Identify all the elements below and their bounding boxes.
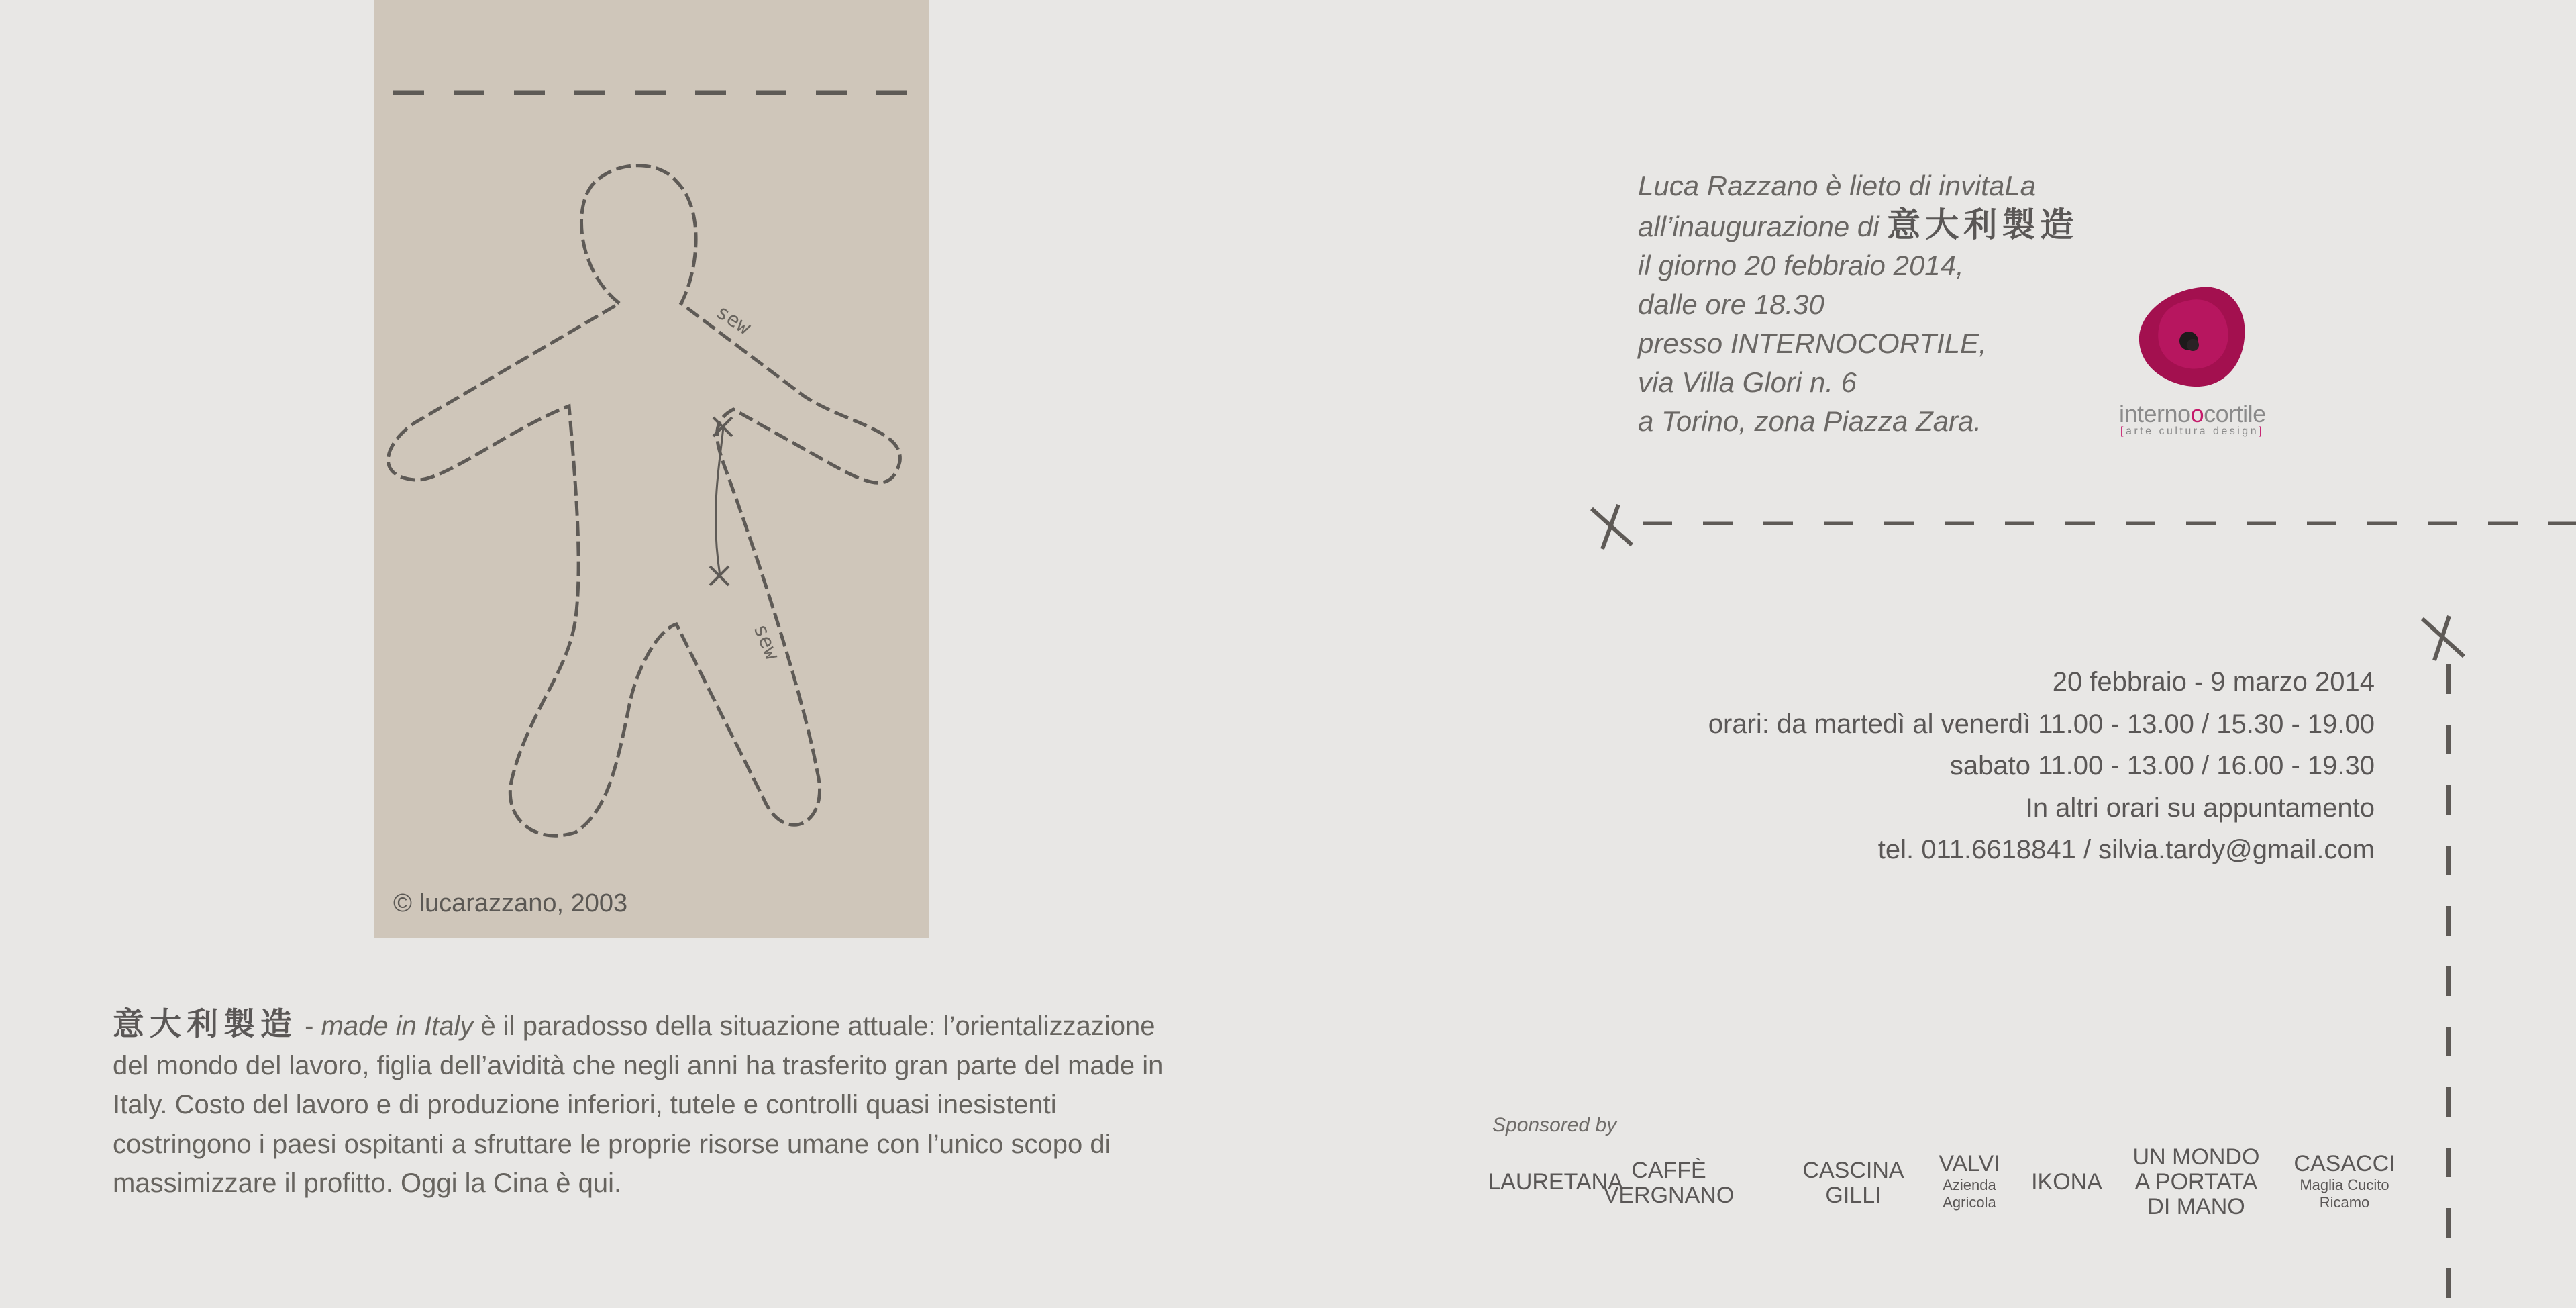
contact-info: tel. 011.6618841 / silvia.tardy@gmail.com <box>1877 835 2375 864</box>
logo-tag-text: arte cultura design <box>2125 425 2259 437</box>
copyright-notice: © lucarazzano, 2003 <box>393 889 628 917</box>
sponsor-ikona <box>2031 1170 2102 1195</box>
sponsor-caffe-line-2: VERGNANO <box>1603 1183 1735 1208</box>
invite-line-3: il giorno 20 febbraio 2014, <box>1638 250 1964 281</box>
sponsor-lauretana <box>1488 1170 1623 1195</box>
description-title: 意大利製造 <box>113 1006 297 1043</box>
invite-line-5: presso INTERNOCORTILE, <box>1638 328 1987 359</box>
appointment-note: In altri orari su appuntamento <box>2025 793 2375 823</box>
invite-line-4: dalle ore 18.30 <box>1638 289 1824 320</box>
sponsor-mondo-line-3: DI MANO <box>2147 1194 2245 1219</box>
exhibition-dates: 20 febbraio - 9 marzo 2014 <box>2052 667 2375 697</box>
sponsor-mondo-line-2: A PORTATA <box>2134 1169 2258 1195</box>
sponsor-cascina-gilli <box>1802 1158 1904 1208</box>
invite-line-7: a Torino, zona Piazza Zara. <box>1638 405 1982 437</box>
sponsor-valvi-sub-1: Azienda <box>1943 1176 1996 1193</box>
logo-wordmark-accent: o <box>2190 400 2204 427</box>
sew-label-top: sew <box>711 300 756 340</box>
sponsor-caffe-vergnano <box>1604 1158 1735 1208</box>
logo-tag-bracket-close: ] <box>2259 425 2265 437</box>
description-text: è il paradosso della situazione attuale: l’orientalizzazione del mondo del lavoro, figlia dell’avidità che negli anni ha trasferito gran parte del made in Italy. Costo del lavoro e di produzione inferiori, tutele e controlli quasi inesistenti costringono i paesi ospitanti a sfruttare le proprie risorse umane con l’unico scopo di massimizzare il profitto. Oggi la Cina è qui. <box>113 1011 1164 1198</box>
sponsor-casacci <box>2294 1152 2395 1211</box>
sponsor-cascina-line-1: CASCINA <box>1802 1158 1904 1183</box>
description-made-in-italy: made in Italy <box>321 1011 474 1041</box>
sponsor-casacci-sub-2: Ricamo <box>2319 1194 2370 1211</box>
sponsor-un-mondo <box>2133 1145 2260 1219</box>
logo-tag-bracket-open: [ <box>2120 425 2126 437</box>
sponsor-casacci-sub-1: Maglia Cucito <box>2300 1176 2389 1193</box>
invite-line-1: Luca Razzano è lieto di invitaLa <box>1638 170 2037 201</box>
exhibition-info <box>1708 661 2375 871</box>
scissor-cross-right <box>2422 616 2464 660</box>
sponsor-valvi-name: VALVI <box>1939 1151 2000 1176</box>
logo-wordmark-part-2: cortile <box>2204 400 2266 427</box>
sponsor-caffe-line-1: CAFFÈ <box>1631 1158 1706 1183</box>
logo-wordmark-part-1: interno <box>2119 400 2191 427</box>
description-dash: - <box>297 1011 321 1041</box>
invite-exhibition-title: 意大利製造 <box>1887 205 2079 244</box>
sponsor-mondo-line-1: UN MONDO <box>2132 1144 2260 1170</box>
sponsor-cascina-line-2: GILLI <box>1825 1183 1882 1208</box>
sponsor-valvi <box>1939 1152 2000 1211</box>
sew-label-leg: sew <box>748 620 784 664</box>
sponsor-valvi-sub-2: Agricola <box>1943 1194 1996 1211</box>
scissor-cross-left <box>1592 505 1632 549</box>
invite-line-6: via Villa Glori n. 6 <box>1638 366 1857 398</box>
hours-saturday: sabato 11.00 - 13.00 / 16.00 - 19.30 <box>1949 751 2375 781</box>
sponsor-casacci-name: CASACCI <box>2294 1151 2395 1176</box>
hours-weekdays: orari: da martedì al venerdì 11.00 - 13.00 / 15.30 - 19.00 <box>1708 709 2375 739</box>
sponsor-lauretana-name: LAURETANA <box>1488 1169 1623 1195</box>
invite-line-2-prefix: all’inaugurazione di <box>1638 211 1888 242</box>
sponsored-by-heading: Sponsored by <box>1492 1114 1617 1136</box>
sponsor-ikona-name: IKONA <box>2031 1169 2102 1195</box>
